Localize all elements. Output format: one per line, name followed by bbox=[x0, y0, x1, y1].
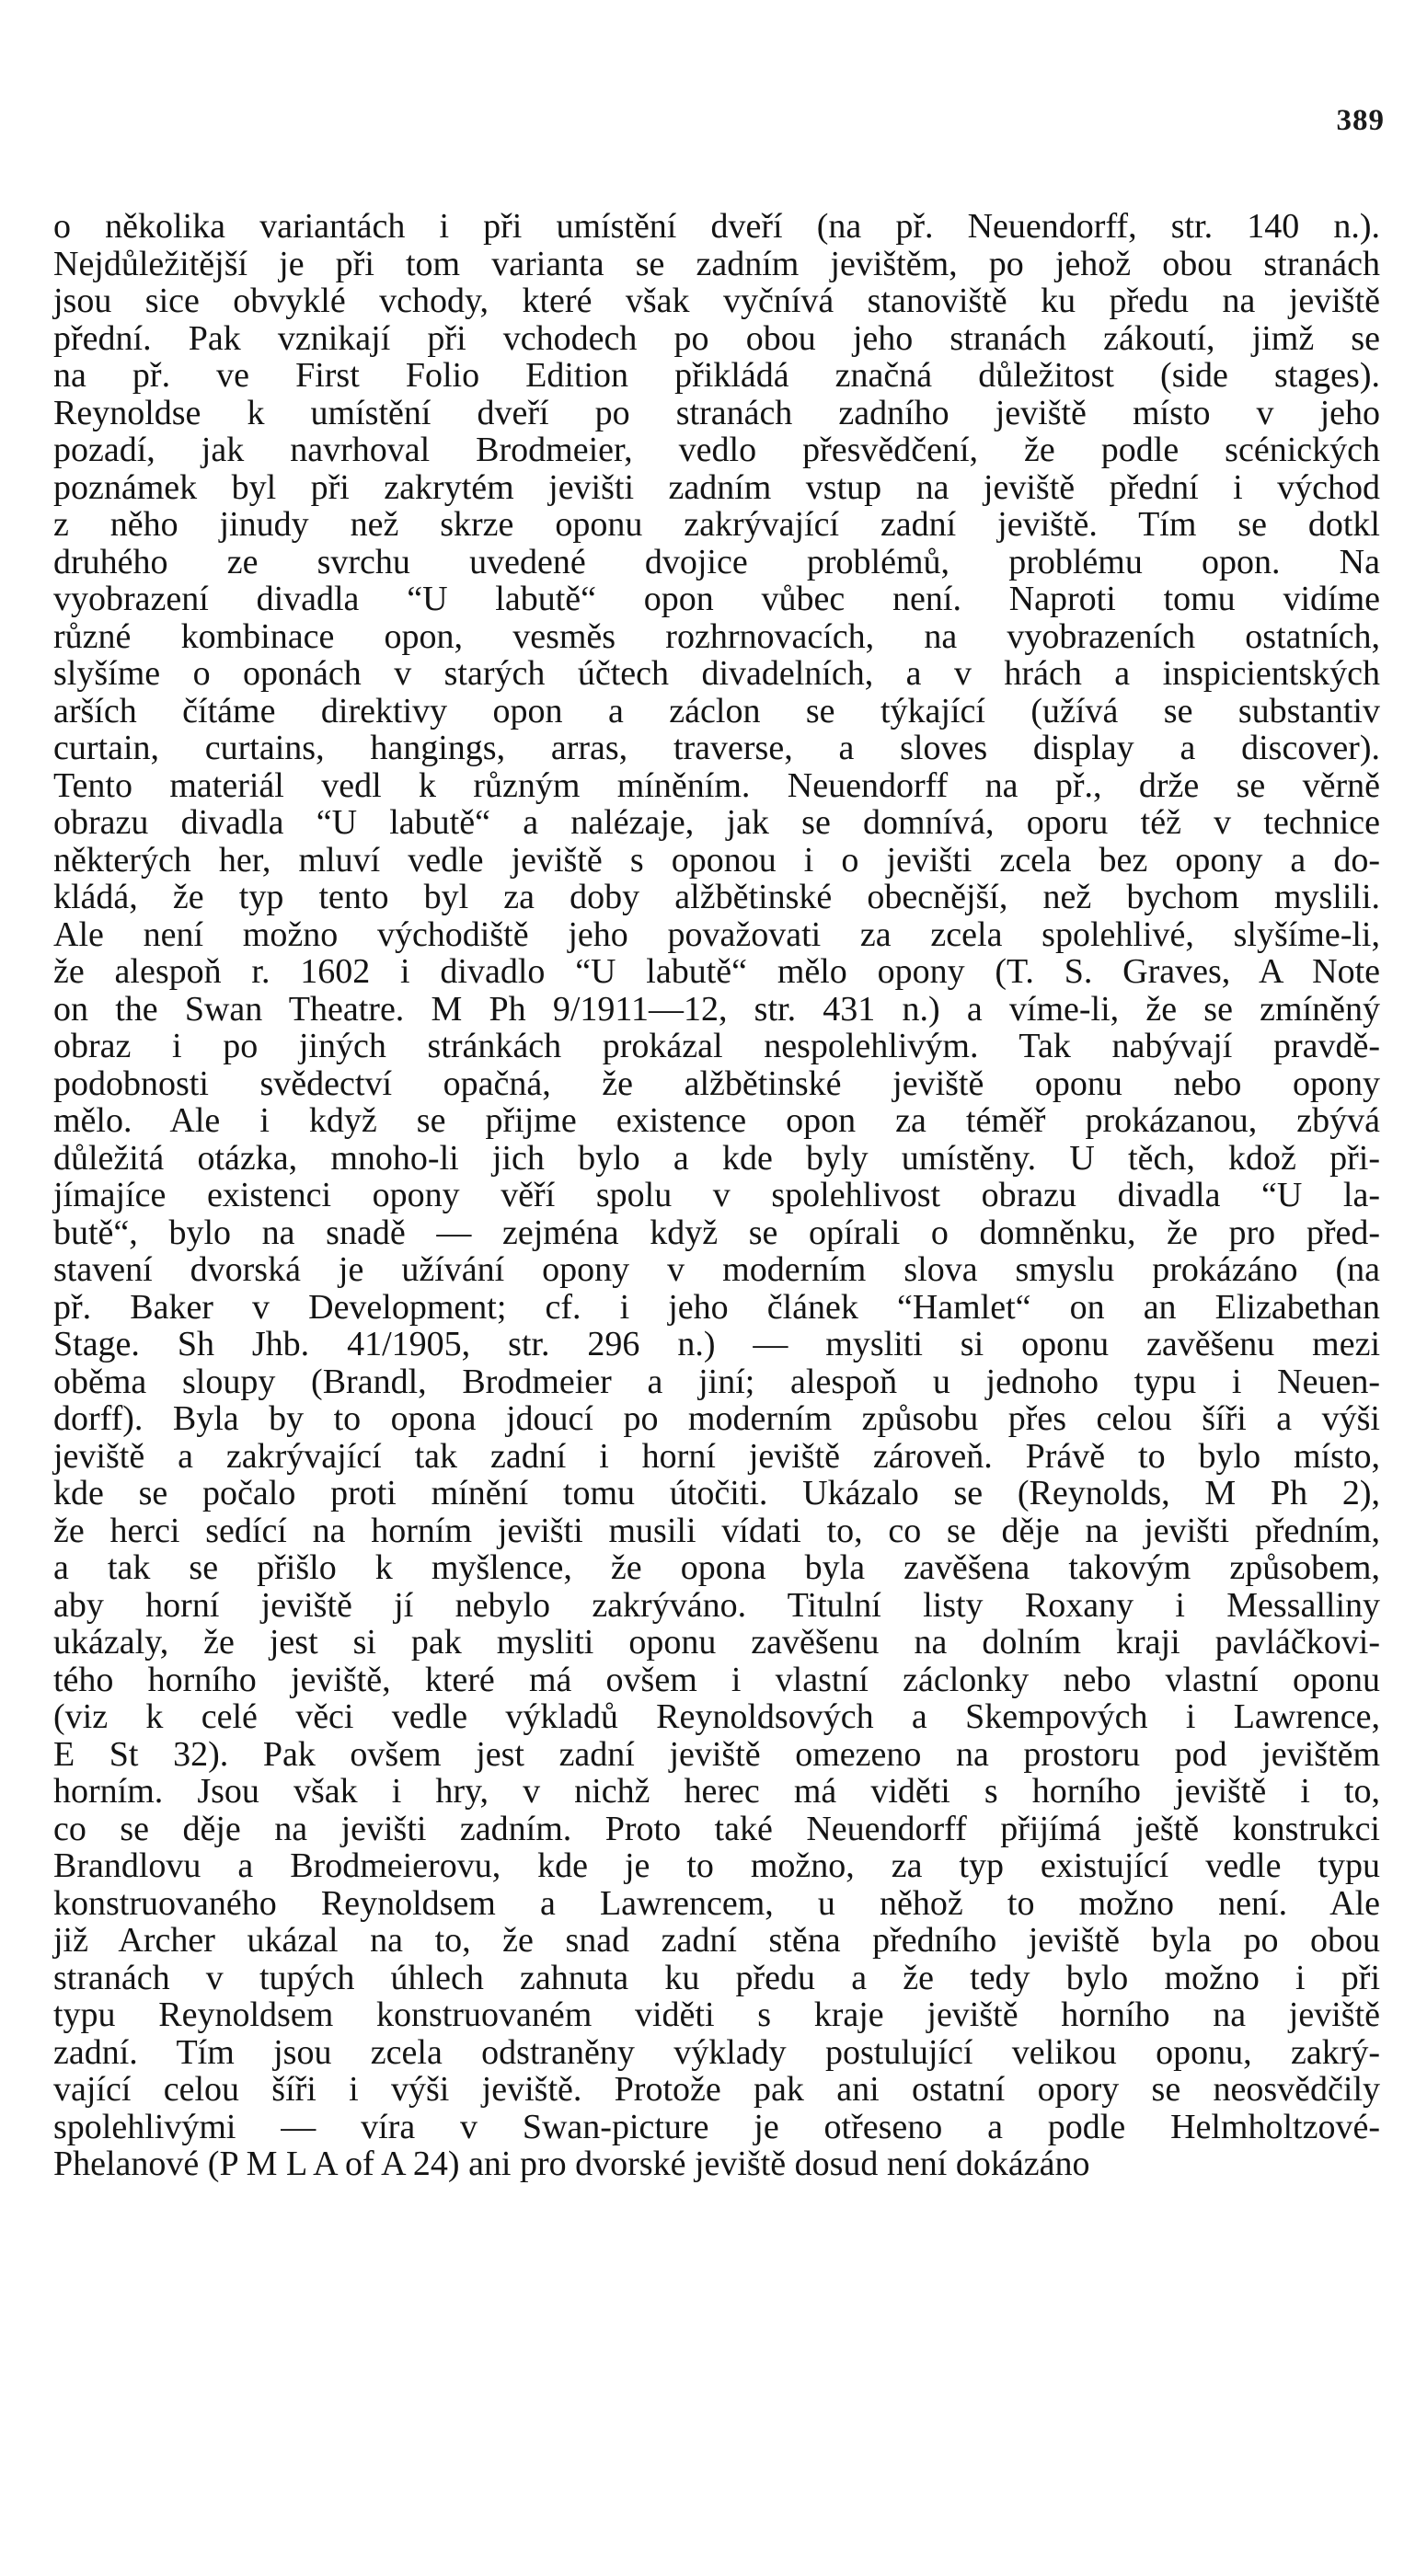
text-line: co se děje na jevišti zadním. Proto také Neuendorff přijímá ještě konstrukci bbox=[53, 1809, 1380, 1848]
text-line: kde se počalo proti mínění tomu útočiti. Ukázalo se (Reynolds, M Ph 2), bbox=[53, 1474, 1380, 1512]
text-line: curtain, curtains, hangings, arras, traverse, a sloves display a discover). bbox=[53, 729, 1380, 767]
text-line: ukázaly, že jest si pak mysliti oponu zavěšenu na dolním kraji pavláčkovi- bbox=[53, 1623, 1380, 1662]
text-line: E St 32). Pak ovšem jest zadní jeviště omezeno na prostoru pod jevištěm bbox=[53, 1734, 1380, 1774]
text-line: slyšíme o oponách v starých účtech divadelních, a v hrách a inspicientských bbox=[53, 654, 1380, 693]
text-line: oběma sloupy (Brandl, Brodmeier a jiní; alespoň u jednoho typu i Neuen- bbox=[53, 1362, 1380, 1401]
text-line: typu Reynoldsem konstruovaném viděti s kraje jeviště horního na jeviště bbox=[53, 1995, 1380, 2034]
text-line: butě“, bylo na snadě — zejména když se opírali o domněnku, že pro před- bbox=[53, 1213, 1380, 1252]
text-line: Nejdůležitější je při tom varianta se zadním jevištěm, po jehož obou stranách bbox=[53, 244, 1380, 283]
text-line: konstruovaného Reynoldsem a Lawrencem, u něhož to možno není. Ale bbox=[53, 1883, 1380, 1923]
text-line: Reynoldse k umístění dveří po stranách zadního jeviště místo v jeho bbox=[53, 393, 1380, 432]
text-line: podobnosti svědectví opačná, že alžbětinské jeviště oponu nebo opony bbox=[53, 1064, 1380, 1103]
text-line: poznámek byl při zakrytém jevišti zadním vstup na jeviště přední i východ bbox=[53, 467, 1380, 507]
text-line: že alespoň r. 1602 i divadlo “U labutě“ mělo opony (T. S. Graves, A Note bbox=[53, 952, 1380, 991]
text-line: vající celou šíři i výši jeviště. Protože pak ani ostatní opory se neosvědčily bbox=[53, 2070, 1380, 2109]
text-line: kládá, že typ tento byl za doby alžbětinské obecnější, než bychom myslili. bbox=[53, 878, 1380, 916]
text-line: jeviště a zakrývající tak zadní i horní jeviště zároveň. Právě to bylo místo, bbox=[53, 1436, 1380, 1476]
body-text bbox=[53, 208, 1380, 2183]
text-line: aby horní jeviště jí nebylo zakrýváno. Titulní listy Roxany i Messalliny bbox=[53, 1585, 1380, 1625]
text-line: a tak se přišlo k myšlence, že opona byla zavěšena takovým způsobem, bbox=[53, 1548, 1380, 1587]
text-line: tého horního jeviště, které má ovšem i vlastní záclonky nebo vlastní oponu bbox=[53, 1660, 1380, 1699]
text-line: přední. Pak vznikají při vchodech po obou jeho stranách zákoutí, jimž se bbox=[53, 318, 1380, 358]
page-number: 389 bbox=[1336, 104, 1385, 137]
text-line: stavení dvorská je užívání opony v moderním slova smyslu prokázáno (na bbox=[53, 1250, 1380, 1289]
text-line: Ale není možno východiště jeho považovati za zcela spolehlivé, slyšíme-li, bbox=[53, 914, 1380, 954]
text-line: mělo. Ale i když se přijme existence opon za téměř prokázanou, zbývá bbox=[53, 1101, 1380, 1140]
text-line: o několika variantách i při umístění dveří (na př. Neuendorff, str. 140 n.). bbox=[53, 207, 1380, 246]
text-line: jímajíce existenci opony věří spolu v spolehlivost obrazu divadla “U la- bbox=[53, 1176, 1380, 1214]
text-line: důležitá otázka, mnoho-li jich bylo a kde byly umístěny. U těch, kdož při- bbox=[53, 1138, 1380, 1178]
text-line: zadní. Tím jsou zcela odstraněny výklady postulující velikou oponu, zakrý- bbox=[53, 2032, 1380, 2072]
text-line: Phelanové (P M L A of A 24) ani pro dvorské jeviště dosud není dokázáno bbox=[53, 2145, 1090, 2183]
text-line: dorff). Byla by to opona jdoucí po moderním způsobu přes celou šíři a výši bbox=[53, 1399, 1380, 1438]
text-line: vyobrazení divadla “U labutě“ opon vůbec není. Naproti tomu vidíme bbox=[53, 580, 1380, 618]
text-line: stranách v tupých úhlech zahnuta ku předu a že tedy bylo možno i při bbox=[53, 1958, 1380, 1997]
text-line: Stage. Sh Jhb. 41/1905, str. 296 n.) — mysliti si oponu zavěšenu mezi bbox=[53, 1325, 1380, 1363]
text-line: horním. Jsou však i hry, v nichž herec má viděti s horního jeviště i to, bbox=[53, 1772, 1380, 1811]
text-line: on the Swan Theatre. M Ph 9/1911—12, str. 431 n.) a víme-li, že se zmíněný bbox=[53, 989, 1380, 1029]
text-line: že herci sedící na horním jevišti musili vídati to, co se děje na jevišti předním, bbox=[53, 1511, 1380, 1550]
text-line: druhého ze svrchu uvedené dvojice problémů, problému opon. Na bbox=[53, 542, 1380, 581]
text-line: př. Baker v Development; cf. i jeho článek “Hamlet“ on an Elizabethan bbox=[53, 1287, 1380, 1327]
text-line: spolehlivými — víra v Swan-picture je otřeseno a podle Helmholtzové- bbox=[53, 2107, 1380, 2146]
text-line: obrazu divadla “U labutě“ a nalézaje, jak se domnívá, oporu též v technice bbox=[53, 803, 1380, 842]
text-line: jsou sice obvyklé vchody, které však vyčnívá stanoviště ku předu na jeviště bbox=[53, 282, 1380, 320]
text-line: některých her, mluví vedle jeviště s oponou i o jevišti zcela bez opony a do- bbox=[53, 840, 1380, 880]
text-line: Tento materiál vedl k různým míněním. Neuendorff na př., drže se věrně bbox=[53, 765, 1380, 805]
text-line: pozadí, jak navrhoval Brodmeier, vedlo přesvědčení, že podle scénických bbox=[53, 431, 1380, 469]
text-line: na př. ve First Folio Edition přikládá značná důležitost (side stages). bbox=[53, 356, 1380, 395]
text-line: z něho jinudy než skrze oponu zakrývající zadní jeviště. Tím se dotkl bbox=[53, 505, 1380, 544]
text-line: různé kombinace opon, vesměs rozhrnovacích, na vyobrazeních ostatních, bbox=[53, 616, 1380, 656]
text-line: Brandlovu a Brodmeierovu, kde je to možno, za typ existující vedle typu bbox=[53, 1846, 1380, 1885]
text-line: obraz i po jiných stránkách prokázal nespolehlivým. Tak nabývají pravdě- bbox=[53, 1027, 1380, 1065]
text-line: (viz k celé věci vedle výkladů Reynoldsových a Skempových i Lawrence, bbox=[53, 1697, 1380, 1736]
text-line: arších čítáme direktivy opon a záclon se týkající (užívá se substantiv bbox=[53, 691, 1380, 730]
text-line: již Archer ukázal na to, že snad zadní stěna předního jeviště byla po obou bbox=[53, 1921, 1380, 1960]
